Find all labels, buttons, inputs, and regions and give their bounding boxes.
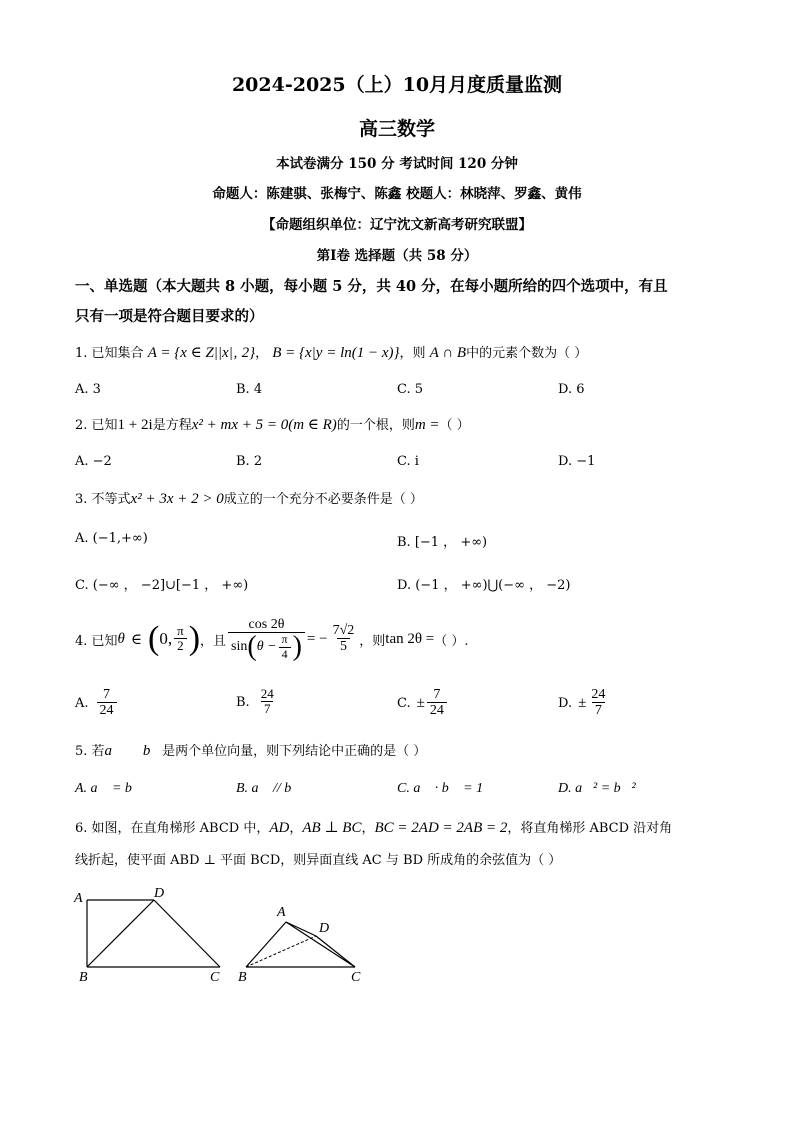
q5-option-c[interactable]: C. a⃗ · b⃗ = 1 <box>397 781 484 796</box>
q1-set-b: B = {x|y = ln(1 − x)} <box>272 345 400 361</box>
q1-post-b: 中的元素个数为（ ） <box>466 346 588 361</box>
q1-set-a: A = {x ∈ Z||x|‚ 2} <box>147 345 256 361</box>
q4-denominator <box>228 632 305 661</box>
q4-option-d-sign: ± <box>578 694 587 711</box>
q4-option-c-num: 7 <box>433 687 441 702</box>
q2-complex-root: 1 + 2i <box>117 417 153 433</box>
q4-option-a[interactable] <box>75 687 119 719</box>
q2-tail: （ ） <box>439 418 470 433</box>
q2-post: 的一个根，则 <box>336 418 415 433</box>
q4-pi-2: π <box>281 632 288 647</box>
q6-comma-2: ， <box>361 821 375 836</box>
q4-option-c-fraction <box>427 687 447 719</box>
q1-intersection: A ∩ B <box>429 345 467 361</box>
q6-ab-perp-bc: AB ⊥ BC <box>302 820 362 836</box>
q4-numerator: cos 2θ <box>248 617 285 632</box>
q6-line1-post: ，将直角梯形 ABCD 沿对角 <box>507 821 673 836</box>
q5-option-b[interactable]: B. a⃗ // b⃗ <box>236 781 303 796</box>
q4-theta: θ <box>117 630 125 647</box>
q6-ad: AD <box>269 820 290 836</box>
fig2-label-a: A <box>277 905 286 920</box>
q6-figures <box>70 880 370 990</box>
question-2 <box>75 414 470 434</box>
q3-option-c[interactable]: C. (−∞ ， −2]∪[−1 ， +∞) <box>75 578 249 593</box>
fig2-label-b: B <box>238 970 247 985</box>
fold-hidden-bd <box>246 936 316 967</box>
q4-den-right-paren: ) <box>292 631 302 663</box>
q4-den-left-paren: ( <box>247 631 257 663</box>
q4-option-b-fraction <box>258 687 277 717</box>
q4-option-a-den: 24 <box>97 702 117 719</box>
q4-option-b-label: B. <box>236 694 250 710</box>
q4-sin: sin <box>231 639 248 655</box>
q4-option-a-fraction <box>97 687 117 719</box>
question-3 <box>75 488 423 508</box>
question-1 <box>75 342 587 362</box>
q1-prefix: 1. 已知集合 <box>75 346 144 361</box>
authors-line: 命题人：陈建骐、张梅宁、陈鑫 校题人：林晓萍、罗鑫、黄伟 <box>212 186 582 202</box>
q4-option-a-num: 7 <box>103 687 111 702</box>
q4-prefix: 4. 已知 <box>75 633 118 649</box>
q2-option-a[interactable]: A. −2 <box>75 454 112 469</box>
q4-in-symbol: ∈ <box>130 631 143 648</box>
trap-diagonal-bd <box>87 900 154 967</box>
q2-equation: x² + mx + 5 = 0(m ∈ R) <box>191 417 337 433</box>
question-6-line2: 线折起，使平面 ABD ⊥ 平面 BCD，则异面直线 AC 与 BD 所成角的余弦值为（ ） <box>75 853 562 868</box>
q4-pi-over-2 <box>174 624 187 654</box>
trapezoid-figure <box>73 886 220 985</box>
q4-left-paren: ( <box>148 620 160 658</box>
fig2-label-c: C <box>351 970 361 985</box>
q4-interval-left: 0, <box>159 629 173 649</box>
section-heading-line1: 一、单选题（本大题共 8 小题，每小题 5 分，共 40 分，在每小题所给的四个选项中，有且 <box>75 278 668 295</box>
q4-option-c-den: 24 <box>427 702 447 719</box>
q4-rhs-denominator: 5 <box>337 638 350 655</box>
q3-inequality: x² + 3x + 2 > 0 <box>130 491 224 507</box>
q2-option-d[interactable]: D. −1 <box>558 454 596 469</box>
fig1-label-a: A <box>74 891 83 906</box>
trap-edge-dc <box>154 900 220 967</box>
q2-m: m = <box>414 417 440 433</box>
q5-option-a[interactable]: A. a⃗ = b⃗ <box>75 781 143 796</box>
q4-option-c-label: C. <box>397 695 411 711</box>
q4-main-fraction <box>228 617 305 661</box>
section-heading-line2: 只有一项是符合题目要求的） <box>75 308 264 325</box>
q2-option-b[interactable]: B. 2 <box>236 454 263 469</box>
fold-edge-ba <box>246 922 286 967</box>
q1-option-d[interactable]: D. 6 <box>558 382 585 397</box>
q4-right-paren: ) <box>188 620 201 658</box>
q4-option-d[interactable] <box>558 687 610 719</box>
fig1-label-d: D <box>154 886 165 901</box>
q4-option-d-label: D. <box>558 695 573 711</box>
q1-post-a: ，则 <box>399 346 426 361</box>
q1-comma: ， <box>255 346 269 361</box>
q4-option-c-sign: ± <box>416 694 425 711</box>
q4-two: 2 <box>174 638 187 654</box>
q4-option-b[interactable] <box>236 687 279 717</box>
q1-option-b[interactable]: B. 4 <box>236 382 263 397</box>
q4-option-a-label: A. <box>75 695 89 711</box>
exam-info: 本试卷满分 150 分 考试时间 120 分钟 <box>276 156 518 172</box>
q3-option-b[interactable]: B. [−1 ， +∞) <box>397 535 488 550</box>
q3-option-a[interactable]: A. (−1,+∞) <box>75 531 148 546</box>
q4-four: 4 <box>279 647 291 662</box>
question-5 <box>75 740 426 760</box>
folded-figure <box>238 905 361 985</box>
q4-option-c[interactable] <box>397 687 449 719</box>
fig2-label-d: D <box>319 921 330 936</box>
q5-vectors: a⃗ ， b⃗ <box>104 743 163 759</box>
organization-line: 【命题组织单位：辽宁沈文新高考研究联盟】 <box>262 217 532 233</box>
volume-heading: 第Ⅰ卷 选择题（共 58 分） <box>316 248 478 264</box>
q2-mid: 是方程 <box>152 418 192 433</box>
fold-edge-ad <box>286 922 316 936</box>
question-4 <box>75 617 469 661</box>
q1-option-c[interactable]: C. 5 <box>397 382 424 397</box>
q4-rhs-fraction <box>330 623 358 655</box>
exam-title: 2024-2025（上）10月月度质量监测 <box>231 74 563 96</box>
fig1-label-c: C <box>210 970 220 985</box>
q4-and: ，且 <box>200 633 227 649</box>
q4-option-d-num: 24 <box>591 687 606 702</box>
subject-title: 高三数学 <box>358 118 435 140</box>
q4-option-b-den: 7 <box>261 701 274 717</box>
q2-prefix: 2. 已知 <box>75 418 118 433</box>
q4-pi: π <box>177 623 184 639</box>
q3-post: 成立的一个充分不必要条件是（ ） <box>223 492 423 507</box>
q6-comma-1: ， <box>289 821 303 836</box>
fold-edge-dc <box>316 936 355 967</box>
q4-pi-over-4 <box>279 633 291 661</box>
q4-post: ，则 <box>359 633 386 649</box>
q4-den-theta: θ − <box>256 639 277 655</box>
q4-equals-minus: = − <box>306 630 328 647</box>
q3-option-d[interactable]: D. (−1 ， +∞)⋃(−∞ ， −2) <box>397 578 571 593</box>
q4-rhs-numerator: 7√2 <box>332 622 355 638</box>
q4-tail: （ ）. <box>434 633 469 649</box>
q4-option-b-num: 24 <box>260 686 274 701</box>
q3-prefix: 3. 不等式 <box>75 492 131 507</box>
q4-tan: tan 2θ = <box>385 630 435 647</box>
q1-option-a[interactable]: A. 3 <box>75 382 101 397</box>
q4-option-d-fraction <box>588 687 608 719</box>
fig1-label-b: B <box>79 970 88 985</box>
q2-option-c[interactable]: C. i <box>397 454 419 469</box>
q6-lengths: BC = 2AD = 2AB = 2 <box>374 820 508 836</box>
q5-prefix: 5. 若 <box>75 744 105 759</box>
q5-option-d[interactable]: D. a⃗² = b⃗² <box>558 781 636 796</box>
q5-post: 是两个单位向量，则下列结论中正确的是（ ） <box>162 744 427 759</box>
question-6-line1 <box>75 817 672 837</box>
q6-line1-pre: 6. 如图，在直角梯形 ABCD 中， <box>75 821 270 836</box>
q4-option-d-den: 7 <box>592 702 605 719</box>
